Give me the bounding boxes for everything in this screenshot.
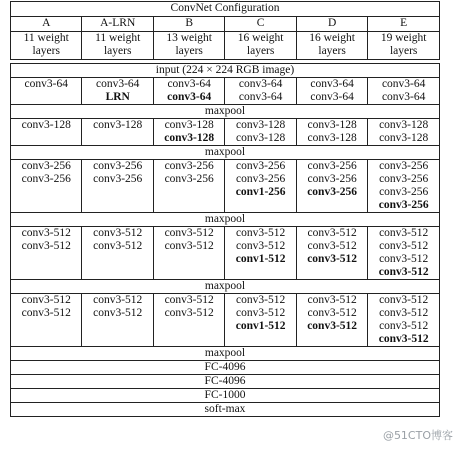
column-id-c: C [225,17,296,32]
maxpool-label: maxpool [11,280,440,294]
layer-entry: conv3-512 [379,227,429,239]
column-subtitle-c [225,32,296,60]
layer-entry: conv3-512 [93,294,143,306]
subtitle-line: 11 weight [95,32,141,44]
layer-cell-c [225,227,296,280]
layer-cell-a [11,119,82,146]
maxpool-label: maxpool [11,146,440,160]
tail-layer-row [11,403,440,417]
column-subtitle-e [368,32,440,60]
layer-entry: conv3-256 [236,173,286,185]
layer-entry: conv3-256 [21,160,71,172]
layer-cell-e [368,119,440,146]
subtitle-line: layers [32,45,60,57]
conv-block-row [11,294,440,347]
column-subtitle-a [11,32,82,60]
maxpool-row [11,280,440,294]
column-id-e: E [368,17,440,32]
input-description: input (224 × 224 RGB image) [11,64,440,78]
maxpool-row [11,146,440,160]
tail-layer-label: FC-4096 [11,361,440,375]
layer-entry: conv3-512 [379,240,429,252]
layer-entry: conv3-512 [93,240,143,252]
layer-entry: conv3-512 [93,227,143,239]
layer-cell-b [153,294,224,347]
maxpool-row [11,105,440,119]
layer-entry: conv3-512 [164,227,214,239]
layer-entry: conv3-512 [379,320,429,332]
layer-cell-e [368,78,440,105]
layer-entry: conv3-512 [307,307,357,319]
layer-entry: conv3-128 [236,119,286,131]
maxpool-row [11,213,440,227]
layer-entry: conv3-256 [307,186,358,198]
layer-entry: conv3-256 [164,173,214,185]
layer-entry: conv3-64 [24,78,68,90]
layer-cell-c [225,160,296,213]
layer-cell-d [296,78,367,105]
layer-entry: conv3-512 [21,307,71,319]
table-title: ConvNet Configuration [11,2,440,17]
conv-block-row [11,78,440,105]
layer-entry: conv3-256 [21,173,71,185]
layer-cell-a-lrn [82,78,153,105]
tail-layer-label: maxpool [11,347,440,361]
subtitle-line: 11 weight [23,32,69,44]
maxpool-label: maxpool [11,105,440,119]
layer-entry: conv3-512 [307,227,357,239]
layer-cell-a [11,294,82,347]
layer-entry: conv3-512 [21,294,71,306]
layer-cell-a-lrn [82,160,153,213]
layer-entry: conv3-256 [379,186,429,198]
tail-layer-label: FC-1000 [11,389,440,403]
layer-cell-e [368,227,440,280]
column-subtitle-a-lrn [82,32,153,60]
tail-layer-row [11,347,440,361]
layer-entry: conv3-512 [379,307,429,319]
subtitle-line: 16 weight [237,32,284,44]
layer-cell-d [296,227,367,280]
layer-entry: conv3-256 [379,173,429,185]
layer-entry: conv3-512 [307,253,358,265]
convnet-config-table [10,1,440,417]
layer-cell-a [11,78,82,105]
layer-cell-c [225,294,296,347]
table-body [11,2,440,417]
layer-entry: conv3-128 [164,132,215,144]
layer-cell-d [296,160,367,213]
column-id-d: D [296,17,367,32]
conv-block-row [11,119,440,146]
layer-cell-e [368,294,440,347]
layer-entry: conv3-64 [238,91,283,103]
layer-entry: conv3-64 [95,78,140,90]
layer-entry: conv3-64 [167,91,212,103]
layer-entry: conv3-64 [310,91,354,103]
layer-entry: conv3-512 [307,240,357,252]
layer-entry: conv3-256 [93,160,143,172]
title-row [11,2,440,17]
layer-cell-a [11,160,82,213]
layer-entry: conv3-256 [378,199,429,211]
tail-layer-label: FC-4096 [11,375,440,389]
tail-layer-row [11,375,440,389]
layer-entry: conv3-512 [307,294,357,306]
layer-entry: conv3-128 [93,119,143,131]
layer-entry: conv3-512 [379,294,429,306]
column-id-row [11,17,440,32]
layer-entry: conv1-256 [235,186,286,198]
layer-entry: conv3-512 [378,266,429,278]
layer-entry: conv3-64 [381,91,426,103]
layer-cell-b [153,160,224,213]
column-id-a-lrn: A-LRN [82,17,153,32]
layer-cell-a-lrn [82,227,153,280]
layer-entry: conv3-512 [21,227,71,239]
layer-entry: conv3-256 [164,160,214,172]
layer-entry: conv3-512 [378,333,429,345]
layer-entry: conv3-256 [307,160,357,172]
layer-entry: conv3-512 [379,253,429,265]
layer-entry: conv3-128 [379,119,429,131]
layer-entry: conv3-128 [379,132,429,144]
column-id-b: B [153,17,224,32]
layer-entry: conv3-128 [236,132,286,144]
column-subtitle-row [11,32,440,60]
layer-entry: conv3-512 [236,240,286,252]
tail-layer-row [11,361,440,375]
layer-entry: conv3-512 [236,227,286,239]
subtitle-line: layers [318,45,346,57]
layer-cell-c [225,78,296,105]
layer-cell-b [153,78,224,105]
layer-entry: conv3-64 [167,78,211,90]
layer-cell-a-lrn [82,294,153,347]
layer-entry: conv3-512 [164,240,214,252]
layer-entry: conv3-128 [21,119,71,131]
column-id-a: A [11,17,82,32]
maxpool-label: maxpool [11,213,440,227]
layer-entry: conv3-64 [310,78,354,90]
layer-cell-e [368,160,440,213]
layer-entry: conv3-64 [238,78,283,90]
layer-entry: conv1-512 [235,320,286,332]
subtitle-line: 16 weight [309,32,355,44]
tail-layer-label: soft-max [11,403,440,417]
layer-cell-a [11,227,82,280]
conv-block-row [11,227,440,280]
layer-entry: conv3-64 [381,78,426,90]
layer-cell-d [296,294,367,347]
layer-entry: conv3-512 [164,307,214,319]
layer-entry: conv3-256 [379,160,429,172]
subtitle-line: 13 weight [166,32,213,44]
layer-entry: LRN [105,91,130,103]
column-subtitle-b [153,32,224,60]
layer-entry: conv3-256 [307,173,357,185]
subtitle-line: 19 weight [380,32,427,44]
conv-block-row [11,160,440,213]
layer-entry: conv3-128 [164,119,214,131]
layer-cell-d [296,119,367,146]
layer-entry: conv3-512 [236,307,286,319]
subtitle-line: layers [175,45,203,57]
layer-entry: conv3-512 [21,240,71,252]
layer-entry: conv3-512 [236,294,286,306]
layer-entry: conv3-512 [307,320,358,332]
layer-cell-c [225,119,296,146]
layer-entry: conv3-256 [93,173,143,185]
input-row [11,64,440,78]
layer-entry: conv3-256 [236,160,286,172]
layer-entry: conv1-512 [235,253,286,265]
layer-entry: conv3-512 [164,294,214,306]
layer-entry: conv3-128 [307,132,357,144]
layer-cell-a-lrn [82,119,153,146]
tail-layer-row [11,389,440,403]
layer-entry: conv3-512 [93,307,143,319]
watermark: @51CTO博客 [382,429,453,442]
subtitle-line: layers [246,45,275,57]
layer-cell-b [153,227,224,280]
layer-cell-b [153,119,224,146]
subtitle-line: layers [389,45,418,57]
column-subtitle-d [296,32,367,60]
layer-entry: conv3-128 [307,119,357,131]
subtitle-line: layers [103,45,132,57]
